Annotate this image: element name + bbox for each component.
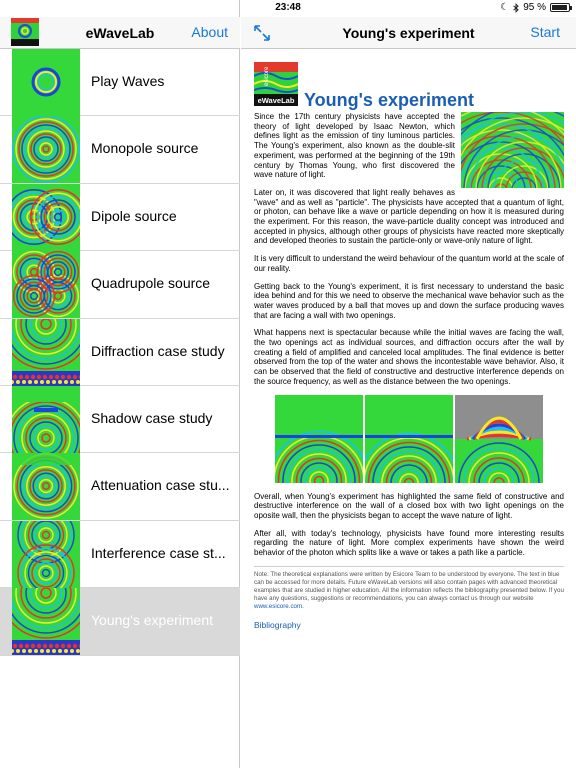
list-item[interactable] bbox=[0, 319, 240, 386]
paragraph: It is very difficult to understand the weird behaviour of the quantum world at the scale of our reality. bbox=[254, 254, 564, 273]
list-item-label: Shadow case study bbox=[91, 409, 213, 426]
list-item-label: Dipole source bbox=[91, 207, 177, 224]
list-item[interactable] bbox=[0, 521, 240, 588]
paragraph: After all, with today's technology, physicists have found more interesting results regarding the nature of light. More complex experiments have shown the weird behavior of the photon which splits like a wave or takes a path like a particle. bbox=[254, 528, 564, 558]
website-link[interactable]: www.esicore.com bbox=[254, 602, 303, 610]
case-list bbox=[0, 49, 240, 656]
list-item-label: Diffraction case study bbox=[91, 342, 225, 359]
diffraction-thumb-icon bbox=[12, 319, 80, 386]
dipole-thumb-icon bbox=[12, 184, 80, 251]
paragraph: Later on, it was discovered that light really behaves as "wave" and as well as "particle". The physicists have accepted that a quantum of light, or photon, can behave like a wave or particle depending on how it is measured during the experiment. For this reason, the wave-particle duality concept was introduced and accepted in physics, although other groups of physicists have reacted more skeptically and developed theories to sustain the particle-only or wave-only nature of light. bbox=[254, 187, 564, 246]
esicore-logo bbox=[254, 62, 298, 106]
list-item[interactable] bbox=[0, 184, 240, 251]
article-header bbox=[254, 49, 564, 112]
paragraph: What happens next is spectacular because while the initial waves are facing the wall, the two openings act as individual sources, and diffraction occurs after the wall by creating a field of amplified and canceled local amplitudes. The final evidence is better observed from the top of the water and shows the incontestable wave behavior. Also, it can be observed that the field of constructive and destructive interference depends on the source frequency, as well as the distance between the two openings. bbox=[254, 328, 564, 386]
list-item-label: Interference case st... bbox=[91, 544, 226, 561]
shadow-thumb-icon bbox=[12, 386, 80, 453]
divider bbox=[254, 566, 564, 567]
simulation-figures bbox=[254, 395, 564, 483]
interference-thumb-icon bbox=[12, 521, 80, 588]
paragraph: Overall, when Young's experiment has highlighted the same field of constructive and destructive interference on the wall of a closed box with two light openings on the oposite wall, then the physicists began to accept the wave nature of light. bbox=[254, 491, 564, 520]
status-time: 23:48 bbox=[275, 2, 301, 13]
article-body bbox=[254, 112, 564, 558]
attenuation-thumb-icon bbox=[12, 453, 80, 520]
detail-pane bbox=[241, 0, 576, 768]
paragraph: Getting back to the Young's experiment, it is first necessary to understand the basic idea behind and for this we need to observe the mechanical wave behavior such as the water waves produced by a ball that moves up and down the surface producing waves that are facing a wall with two openings. bbox=[254, 281, 564, 320]
list-item-label: Young's experiment bbox=[91, 612, 214, 629]
master-title: eWaveLab bbox=[85, 25, 155, 41]
list-item[interactable] bbox=[0, 386, 240, 453]
logo-text-bottom: eWaveLab bbox=[257, 96, 295, 105]
article-content bbox=[254, 49, 564, 630]
list-item[interactable] bbox=[0, 588, 240, 655]
simulation-figure-1 bbox=[275, 395, 363, 483]
logo-text-top: esicore bbox=[264, 66, 270, 86]
young-thumb-icon bbox=[12, 588, 80, 655]
about-button[interactable]: About bbox=[191, 24, 228, 40]
detail-nav-bar bbox=[241, 17, 576, 49]
quadrupole-thumb-icon bbox=[12, 251, 80, 318]
simulation-figure-3 bbox=[455, 395, 543, 483]
list-item[interactable] bbox=[0, 453, 240, 520]
paragraph: Since the 17th century physicists have accepted the theory of light developed by Isaac Newton, which defines light as the emission of tiny luminous particles. The Young's experiment, also known as the double-slit experiment, was performed at the beginning of the 19th century by Thomas Young, who first discovered the wave nature of light. bbox=[254, 112, 455, 180]
list-item-label: Play Waves bbox=[91, 73, 165, 89]
note-text: Note: The theoretical explanations were written by Esicore Team to be understood by everyone. The text in blue can be accessed for more details. Future eWaveLab versions will also contain pages with advanced theoretical examples that are studied in higher education. All the information reflects the bibliography presented below. If you have any questions, suggestions or recommendations, you can always contact us through our website bbox=[254, 570, 564, 602]
battery-percent: 95 % bbox=[523, 2, 546, 13]
list-item-label: Quadrupole source bbox=[91, 275, 211, 292]
note-end: . bbox=[302, 602, 304, 610]
master-nav-bar bbox=[0, 17, 240, 49]
note bbox=[254, 571, 564, 611]
article-heading: Young's experiment bbox=[304, 90, 474, 110]
list-item[interactable] bbox=[0, 251, 240, 318]
master-pane bbox=[0, 0, 240, 768]
play-waves-thumb-icon bbox=[12, 49, 80, 116]
double-slit-figure bbox=[461, 112, 564, 188]
list-item[interactable] bbox=[0, 49, 240, 116]
detail-title: Young's experiment bbox=[342, 25, 475, 41]
simulation-figure-2 bbox=[365, 395, 453, 483]
bibliography-link[interactable]: Bibliography bbox=[254, 619, 301, 630]
start-button[interactable]: Start bbox=[530, 24, 560, 40]
list-item-label: Attenuation case stu... bbox=[91, 477, 230, 494]
monopole-thumb-icon bbox=[12, 116, 80, 183]
moon-icon: ☾ bbox=[500, 2, 510, 13]
list-item[interactable] bbox=[0, 116, 240, 183]
list-item-label: Monopole source bbox=[91, 140, 199, 157]
